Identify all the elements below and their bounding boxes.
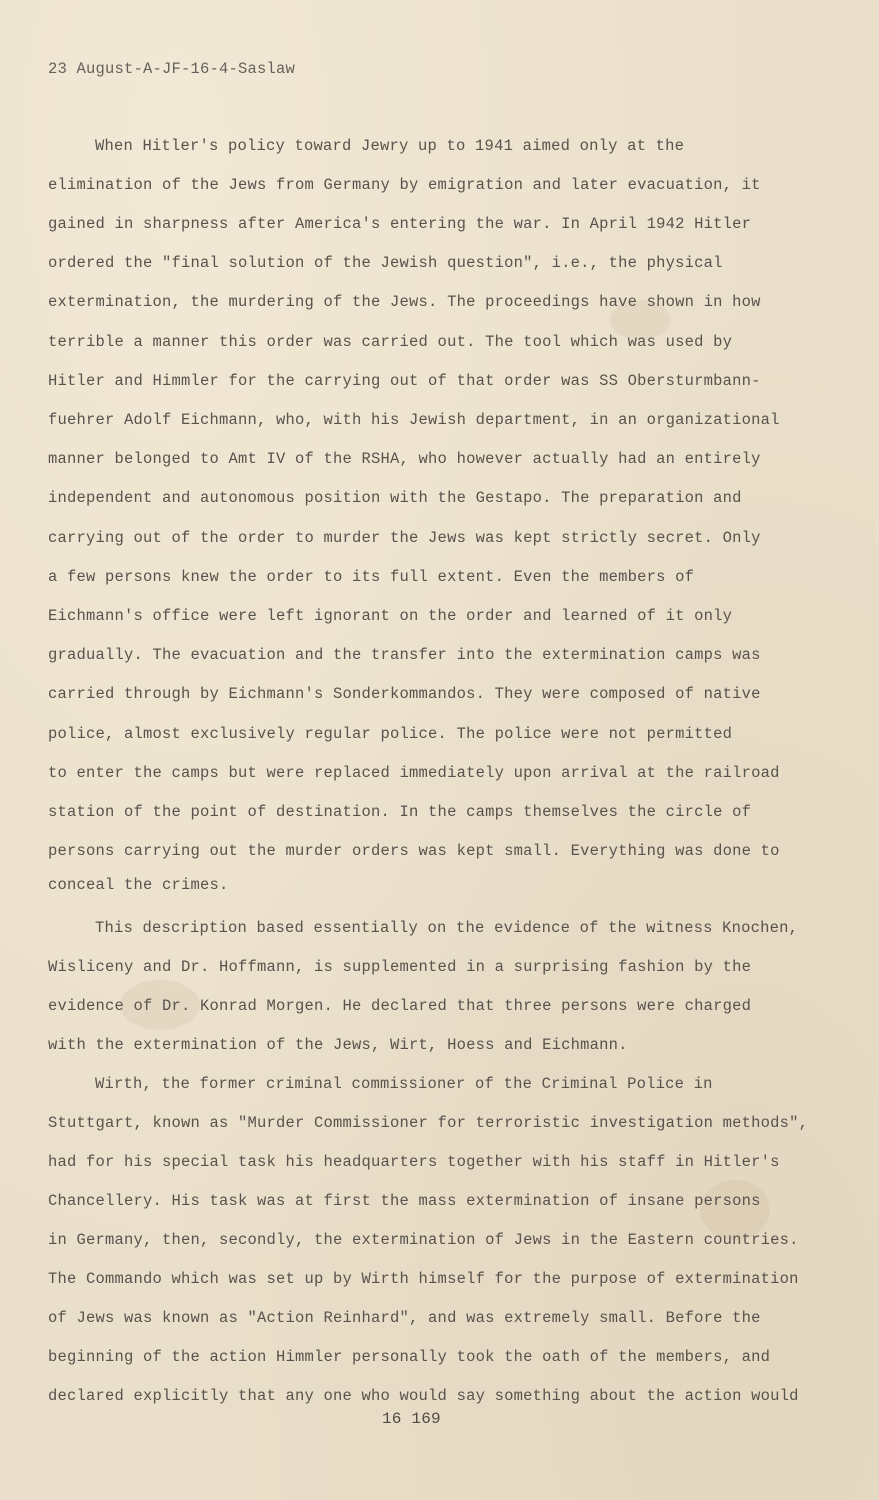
body-line: Wisliceny and Dr. Hoffmann, is supplemented in a surprising fashion by the — [48, 958, 752, 976]
body-line: with the extermination of the Jews, Wirt, Hoess and Eichmann. — [48, 1036, 628, 1054]
body-line: gradually. The evacuation and the transfer into the extermination camps was — [48, 646, 761, 664]
body-line: in Germany, then, secondly, the extermination of Jews in the Eastern countries. — [48, 1231, 799, 1249]
body-line: Hitler and Himmler for the carrying out of that order was SS Obersturmbann- — [48, 372, 761, 390]
body-line: station of the point of destination. In the camps themselves the circle of — [48, 803, 752, 821]
body-line: This description based essentially on the evidence of the witness Knochen, — [95, 919, 799, 937]
body-line: police, almost exclusively regular police. The police were not permitted — [48, 725, 733, 743]
body-line: beginning of the action Himmler personally took the oath of the members, and — [48, 1348, 771, 1366]
body-line: Stuttgart, known as "Murder Commissioner for terroristic investigation methods", — [48, 1114, 809, 1132]
body-line: independent and autonomous position with the Gestapo. The preparation and — [48, 489, 742, 507]
body-line: ordered the "final solution of the Jewish question", i.e., the physical — [48, 254, 723, 272]
body-line: Eichmann's office were left ignorant on the order and learned of it only — [48, 607, 733, 625]
body-line: fuehrer Adolf Eichmann, who, with his Jewish department, in an organizational — [48, 411, 780, 429]
document-reference-header: 23 August-A-JF-16-4-Saslaw — [48, 60, 296, 78]
body-line: persons carrying out the murder orders was kept small. Everything was done to — [48, 842, 780, 860]
body-line: declared explicitly that any one who would say something about the action would — [48, 1387, 799, 1405]
body-line: The Commando which was set up by Wirth himself for the purpose of extermination — [48, 1270, 799, 1288]
body-line: terrible a manner this order was carried out. The tool which was used by — [48, 333, 733, 351]
body-line: evidence of Dr. Konrad Morgen. He declared that three persons were charged — [48, 997, 752, 1015]
body-line: to enter the camps but were replaced immediately upon arrival at the railroad — [48, 764, 780, 782]
body-line: gained in sharpness after America's entering the war. In April 1942 Hitler — [48, 215, 752, 233]
body-line: Chancellery. His task was at first the mass extermination of insane persons — [48, 1192, 761, 1210]
body-line: Wirth, the former criminal commissioner of the Criminal Police in — [95, 1075, 713, 1093]
body-line: conceal the crimes. — [48, 876, 229, 894]
body-line: carried through by Eichmann's Sonderkommandos. They were composed of native — [48, 685, 761, 703]
body-line: manner belonged to Amt IV of the RSHA, who however actually had an entirely — [48, 450, 761, 468]
body-line: had for his special task his headquarters together with his staff in Hitler's — [48, 1153, 780, 1171]
body-line: of Jews was known as "Action Reinhard", and was extremely small. Before the — [48, 1309, 761, 1327]
body-line: extermination, the murdering of the Jews. The proceedings have shown in how — [48, 293, 761, 311]
body-line: When Hitler's policy toward Jewry up to 1941 aimed only at the — [95, 137, 685, 155]
body-line: a few persons knew the order to its full extent. Even the members of — [48, 568, 695, 586]
body-line: carrying out of the order to murder the Jews was kept strictly secret. Only — [48, 529, 761, 547]
body-line: elimination of the Jews from Germany by emigration and later evacuation, it — [48, 176, 761, 194]
page-number: 16 169 — [382, 1410, 441, 1428]
